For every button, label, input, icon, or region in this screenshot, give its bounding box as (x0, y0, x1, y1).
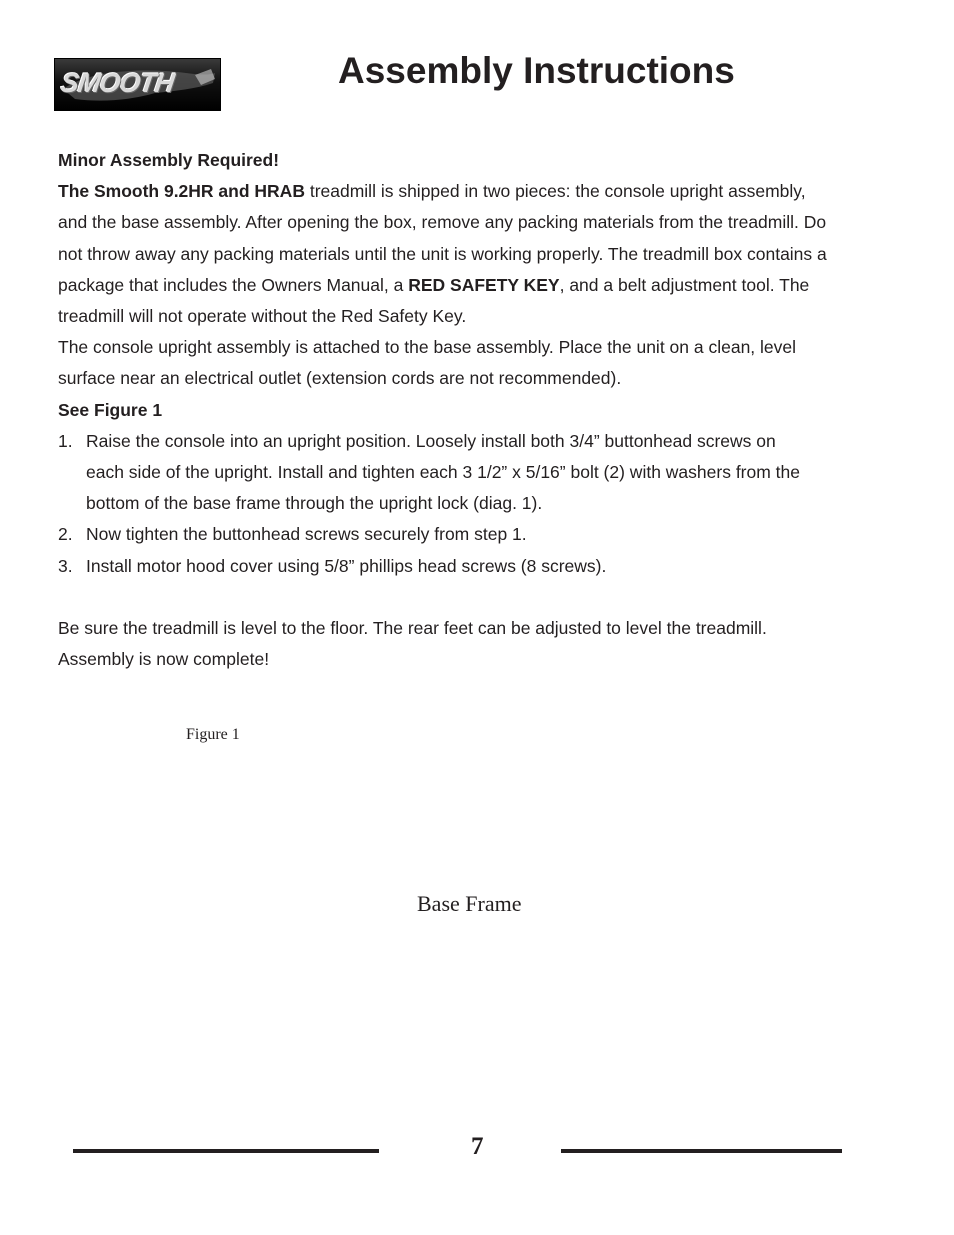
footer-rule-right (561, 1149, 842, 1153)
step-2-line-1: Now tighten the buttonhead screws securely from step 1. (86, 524, 527, 545)
step-3-line-1: Install motor hood cover using 5/8” phillips head screws (8 screws). (86, 555, 607, 576)
intro-line-3: not throw away any packing materials until the unit is working properly. The treadmill box contains a (58, 243, 827, 264)
intro-line-4 (58, 270, 908, 301)
base-frame-label: Base Frame (417, 891, 522, 916)
intro-line-4-pre: package that includes the Owners Manual, a (58, 274, 409, 295)
step-1 (58, 426, 908, 520)
see-figure-heading: See Figure 1 (58, 399, 163, 420)
closing-line-2: Assembly is now complete! (58, 649, 270, 670)
smooth-logo (54, 58, 221, 111)
intro-line-5: treadmill will not operate without the Red Safety Key. (58, 306, 467, 327)
step-1-line-2: each side of the upright. Install and tighten each 3 1/2” x 5/16” bolt (2) with washers from the (86, 462, 801, 483)
placement-line-1: The console upright assembly is attached to the base assembly. Place the unit on a clean, level (58, 337, 797, 358)
step-2 (58, 519, 908, 550)
page-title: Assembly Instructions (338, 50, 735, 91)
intro-line-1 (58, 176, 908, 207)
step-number: 3. (58, 555, 73, 576)
section-heading: Minor Assembly Required! (58, 150, 280, 170)
step-3 (58, 551, 908, 582)
intro-line-1-text: treadmill is shipped in two pieces: the console upright assembly, (304, 181, 806, 202)
page-number: 7 (471, 1133, 484, 1160)
step-number: 2. (58, 524, 73, 545)
step-1-line-1: Raise the console into an upright position. Loosely install both 3/4” buttonhead screws on (86, 430, 776, 451)
footer-rule-left (73, 1149, 379, 1153)
safety-key-emphasis: RED SAFETY KEY (408, 274, 560, 295)
model-name: The Smooth 9.2HR and HRAB (58, 181, 305, 202)
placement-line-2: surface near an electrical outlet (extension cords are not recommended). (58, 368, 622, 389)
instructions-body (58, 145, 908, 675)
closing-line-1: Be sure the treadmill is level to the floor. The rear feet can be adjusted to level the treadmill. (58, 618, 767, 639)
step-1-line-3: bottom of the base frame through the upright lock (diag. 1). (86, 493, 543, 514)
figure-caption: Figure 1 (186, 726, 240, 743)
step-number: 1. (58, 430, 73, 451)
spacer (58, 582, 908, 613)
intro-line-2: and the base assembly. After opening the box, remove any packing materials from the treadmill. Do (58, 212, 827, 233)
logo-wordmark: SMOOTH (58, 68, 176, 98)
intro-line-4-post: , and a belt adjustment tool. The (559, 274, 810, 295)
